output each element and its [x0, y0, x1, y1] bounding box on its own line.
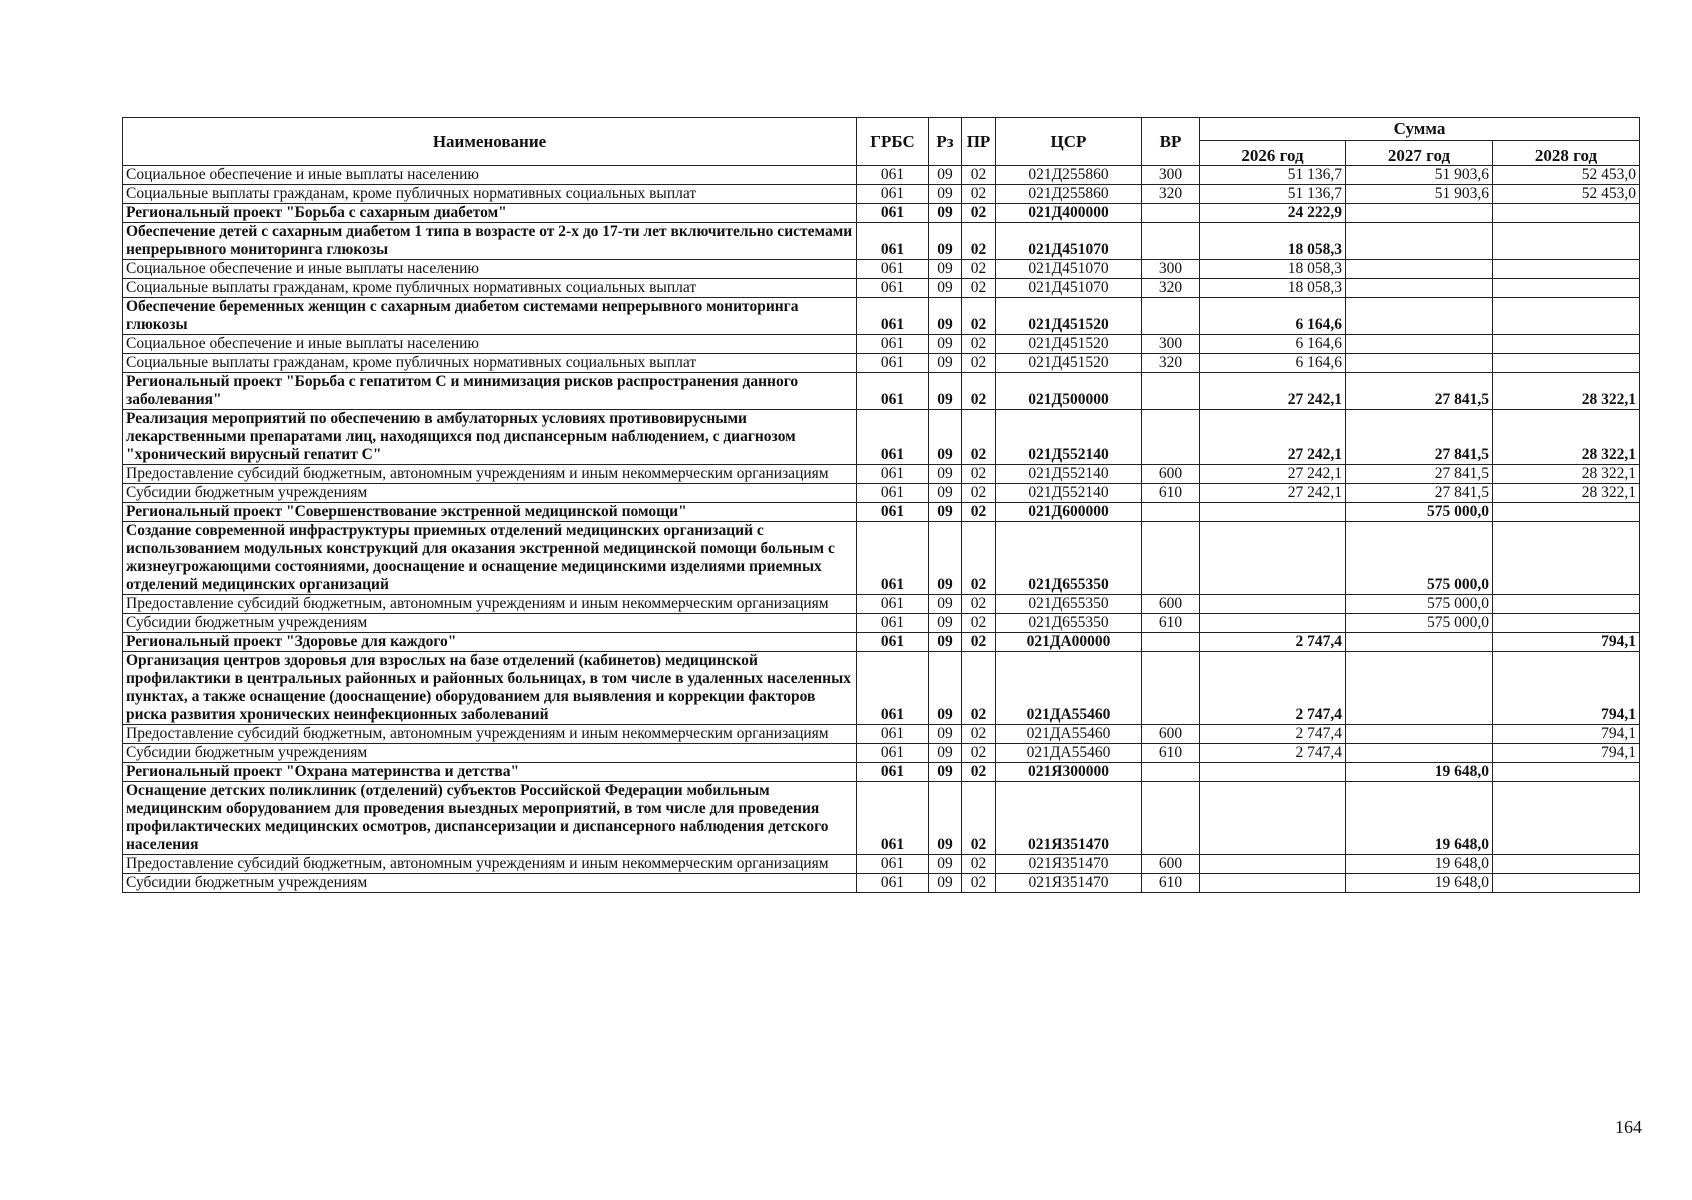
cell-name: Предоставление субсидий бюджетным, автономным учреждениям и иным некоммерческим организациям	[123, 855, 857, 874]
cell-grbs: 061	[857, 503, 929, 522]
cell-rz: 09	[929, 166, 962, 185]
cell-pr: 02	[962, 354, 996, 373]
cell-vr	[1142, 763, 1200, 782]
cell-2026: 18 058,3	[1200, 260, 1346, 279]
cell-name: Региональный проект "Борьба с гепатитом С и минимизация рисков распространения данного заболевания"	[123, 373, 857, 410]
cell-2028	[1493, 595, 1640, 614]
table-row	[123, 373, 1640, 410]
cell-csr: 021Д451070	[996, 223, 1142, 260]
cell-csr: 021ДА55460	[996, 725, 1142, 744]
cell-csr: 021Д600000	[996, 503, 1142, 522]
cell-2027: 51 903,6	[1346, 166, 1493, 185]
cell-pr: 02	[962, 763, 996, 782]
cell-csr: 021Д451520	[996, 354, 1142, 373]
cell-pr: 02	[962, 652, 996, 725]
cell-vr: 320	[1142, 354, 1200, 373]
cell-csr: 021Д655350	[996, 595, 1142, 614]
cell-2027: 19 648,0	[1346, 782, 1493, 855]
cell-2026: 6 164,6	[1200, 354, 1346, 373]
table-row	[123, 279, 1640, 298]
cell-grbs: 061	[857, 335, 929, 354]
cell-pr: 02	[962, 410, 996, 465]
cell-name: Социальное обеспечение и иные выплаты населению	[123, 166, 857, 185]
header-rz: Рз	[929, 118, 962, 166]
cell-csr: 021Д451520	[996, 298, 1142, 335]
cell-vr: 610	[1142, 874, 1200, 893]
cell-grbs: 061	[857, 260, 929, 279]
cell-2028: 52 453,0	[1493, 166, 1640, 185]
cell-rz: 09	[929, 185, 962, 204]
cell-grbs: 061	[857, 744, 929, 763]
cell-name: Предоставление субсидий бюджетным, автономным учреждениям и иным некоммерческим организациям	[123, 725, 857, 744]
cell-rz: 09	[929, 614, 962, 633]
cell-pr: 02	[962, 185, 996, 204]
cell-csr: 021Я351470	[996, 782, 1142, 855]
cell-2027: 27 841,5	[1346, 484, 1493, 503]
cell-rz: 09	[929, 223, 962, 260]
cell-name: Социальное обеспечение и иные выплаты населению	[123, 260, 857, 279]
cell-name: Региональный проект "Совершенствование экстренной медицинской помощи"	[123, 503, 857, 522]
cell-grbs: 061	[857, 298, 929, 335]
cell-2028	[1493, 503, 1640, 522]
header-year-2026: 2026 год	[1200, 141, 1346, 166]
cell-vr: 600	[1142, 855, 1200, 874]
cell-grbs: 061	[857, 652, 929, 725]
cell-rz: 09	[929, 465, 962, 484]
header-year-2027: 2027 год	[1346, 141, 1493, 166]
cell-csr: 021Д552140	[996, 465, 1142, 484]
cell-pr: 02	[962, 744, 996, 763]
cell-grbs: 061	[857, 725, 929, 744]
cell-name: Социальные выплаты гражданам, кроме публичных нормативных социальных выплат	[123, 185, 857, 204]
table-row	[123, 614, 1640, 633]
cell-name: Социальные выплаты гражданам, кроме публичных нормативных социальных выплат	[123, 354, 857, 373]
table-row	[123, 260, 1640, 279]
table-row	[123, 633, 1640, 652]
cell-2026: 51 136,7	[1200, 185, 1346, 204]
cell-vr: 610	[1142, 614, 1200, 633]
cell-grbs: 061	[857, 354, 929, 373]
cell-2027: 27 841,5	[1346, 373, 1493, 410]
cell-2026: 2 747,4	[1200, 652, 1346, 725]
cell-2028	[1493, 354, 1640, 373]
table-row	[123, 744, 1640, 763]
cell-grbs: 061	[857, 410, 929, 465]
cell-2027	[1346, 335, 1493, 354]
cell-csr: 021ДА55460	[996, 744, 1142, 763]
cell-csr: 021Д400000	[996, 204, 1142, 223]
cell-vr: 300	[1142, 335, 1200, 354]
cell-2027	[1346, 298, 1493, 335]
cell-name: Предоставление субсидий бюджетным, автономным учреждениям и иным некоммерческим организациям	[123, 465, 857, 484]
cell-2027	[1346, 725, 1493, 744]
header-name: Наименование	[123, 118, 857, 166]
cell-2027: 19 648,0	[1346, 874, 1493, 893]
header-year-2028: 2028 год	[1493, 141, 1640, 166]
cell-vr	[1142, 503, 1200, 522]
table-row	[123, 874, 1640, 893]
cell-grbs: 061	[857, 595, 929, 614]
cell-name: Обеспечение беременных женщин с сахарным диабетом системами непрерывного мониторинга глюкозы	[123, 298, 857, 335]
cell-rz: 09	[929, 503, 962, 522]
cell-2028	[1493, 335, 1640, 354]
header-grbs: ГРБС	[857, 118, 929, 166]
table-row	[123, 298, 1640, 335]
table-body	[123, 166, 1640, 893]
cell-csr: 021Д451520	[996, 335, 1142, 354]
cell-pr: 02	[962, 595, 996, 614]
cell-pr: 02	[962, 166, 996, 185]
cell-grbs: 061	[857, 522, 929, 595]
cell-grbs: 061	[857, 279, 929, 298]
cell-grbs: 061	[857, 223, 929, 260]
cell-vr	[1142, 782, 1200, 855]
cell-rz: 09	[929, 763, 962, 782]
cell-2027: 27 841,5	[1346, 465, 1493, 484]
cell-csr: 021Д552140	[996, 410, 1142, 465]
cell-2027	[1346, 223, 1493, 260]
cell-2028	[1493, 782, 1640, 855]
cell-csr: 021Д552140	[996, 484, 1142, 503]
table-row	[123, 725, 1640, 744]
table-row	[123, 354, 1640, 373]
cell-2026: 27 242,1	[1200, 410, 1346, 465]
budget-table	[122, 117, 1640, 893]
cell-vr: 610	[1142, 484, 1200, 503]
cell-2026: 27 242,1	[1200, 465, 1346, 484]
cell-grbs: 061	[857, 763, 929, 782]
cell-vr	[1142, 522, 1200, 595]
cell-csr: 021ДА55460	[996, 652, 1142, 725]
cell-name: Субсидии бюджетным учреждениям	[123, 614, 857, 633]
page-number: 164	[1615, 1117, 1642, 1137]
cell-grbs: 061	[857, 185, 929, 204]
cell-2026	[1200, 522, 1346, 595]
cell-name: Субсидии бюджетным учреждениям	[123, 744, 857, 763]
cell-2026: 6 164,6	[1200, 298, 1346, 335]
cell-2026: 6 164,6	[1200, 335, 1346, 354]
cell-2026: 2 747,4	[1200, 725, 1346, 744]
cell-rz: 09	[929, 298, 962, 335]
cell-vr	[1142, 298, 1200, 335]
cell-vr: 610	[1142, 744, 1200, 763]
cell-csr: 021Я300000	[996, 763, 1142, 782]
table-row	[123, 204, 1640, 223]
cell-2026: 27 242,1	[1200, 484, 1346, 503]
cell-name: Субсидии бюджетным учреждениям	[123, 484, 857, 503]
cell-grbs: 061	[857, 874, 929, 893]
cell-2028	[1493, 522, 1640, 595]
cell-rz: 09	[929, 484, 962, 503]
table-row	[123, 335, 1640, 354]
cell-name: Предоставление субсидий бюджетным, автономным учреждениям и иным некоммерческим организациям	[123, 595, 857, 614]
cell-pr: 02	[962, 614, 996, 633]
cell-grbs: 061	[857, 782, 929, 855]
cell-vr	[1142, 633, 1200, 652]
cell-csr: 021Д451070	[996, 279, 1142, 298]
cell-2028	[1493, 279, 1640, 298]
cell-2027	[1346, 279, 1493, 298]
cell-name: Оснащение детских поликлиник (отделений) субъектов Российской Федерации мобильным медицинским оборудованием для проведения выездных мероприятий, в том числе для проведения профилактических медицинских осмотров, диспансеризации и диспансерного наблюдения детского населения	[123, 782, 857, 855]
cell-name: Социальное обеспечение и иные выплаты населению	[123, 335, 857, 354]
cell-2027	[1346, 260, 1493, 279]
cell-rz: 09	[929, 633, 962, 652]
cell-2026	[1200, 782, 1346, 855]
table-row	[123, 166, 1640, 185]
table-row	[123, 185, 1640, 204]
cell-rz: 09	[929, 855, 962, 874]
cell-rz: 09	[929, 725, 962, 744]
cell-vr: 300	[1142, 166, 1200, 185]
cell-2026: 51 136,7	[1200, 166, 1346, 185]
cell-name: Реализация мероприятий по обеспечению в амбулаторных условиях противовирусными лекарственными препаратами лиц, находящихся под диспансерным наблюдением, с диагнозом "хронический вирусный гепатит С"	[123, 410, 857, 465]
header-csr: ЦСР	[996, 118, 1142, 166]
cell-rz: 09	[929, 335, 962, 354]
cell-pr: 02	[962, 373, 996, 410]
cell-2027: 19 648,0	[1346, 763, 1493, 782]
cell-2026	[1200, 595, 1346, 614]
cell-vr: 300	[1142, 260, 1200, 279]
cell-csr: 021Д255860	[996, 185, 1142, 204]
cell-rz: 09	[929, 522, 962, 595]
cell-name: Региональный проект "Борьба с сахарным диабетом"	[123, 204, 857, 223]
cell-pr: 02	[962, 298, 996, 335]
cell-2027: 575 000,0	[1346, 522, 1493, 595]
cell-pr: 02	[962, 484, 996, 503]
cell-grbs: 061	[857, 166, 929, 185]
cell-grbs: 061	[857, 204, 929, 223]
cell-2028	[1493, 204, 1640, 223]
cell-pr: 02	[962, 204, 996, 223]
cell-name: Субсидии бюджетным учреждениям	[123, 874, 857, 893]
cell-grbs: 061	[857, 855, 929, 874]
cell-name: Создание современной инфраструктуры приемных отделений медицинских организаций с использованием модульных конструкций для оказания экстренной медицинской помощи больным с жизнеугрожающими состояниями, дооснащение и оснащение медицинскими изделиями приемных отделений медицинских организаций	[123, 522, 857, 595]
cell-2026	[1200, 874, 1346, 893]
cell-2027	[1346, 744, 1493, 763]
cell-vr	[1142, 410, 1200, 465]
cell-grbs: 061	[857, 484, 929, 503]
cell-2026: 2 747,4	[1200, 633, 1346, 652]
cell-2028	[1493, 855, 1640, 874]
table-row	[123, 223, 1640, 260]
cell-2026: 18 058,3	[1200, 279, 1346, 298]
cell-2026	[1200, 503, 1346, 522]
cell-2028	[1493, 763, 1640, 782]
cell-pr: 02	[962, 633, 996, 652]
table-row	[123, 503, 1640, 522]
cell-2026: 27 242,1	[1200, 373, 1346, 410]
cell-name: Обеспечение детей с сахарным диабетом 1 типа в возрасте от 2-х до 17-ти лет включительно системами непрерывного мониторинга глюкозы	[123, 223, 857, 260]
cell-rz: 09	[929, 782, 962, 855]
cell-2028: 28 322,1	[1493, 410, 1640, 465]
table-row	[123, 763, 1640, 782]
cell-2027: 27 841,5	[1346, 410, 1493, 465]
cell-pr: 02	[962, 522, 996, 595]
cell-2026: 24 222,9	[1200, 204, 1346, 223]
cell-rz: 09	[929, 279, 962, 298]
cell-pr: 02	[962, 465, 996, 484]
cell-rz: 09	[929, 595, 962, 614]
cell-csr: 021Д255860	[996, 166, 1142, 185]
table-row	[123, 782, 1640, 855]
cell-name: Организация центров здоровья для взрослых на базе отделений (кабинетов) медицинской профилактики в центральных районных и районных больницах, в том числе в удаленных населенных пунктах, а также оснащение (дооснащение) оборудованием для выявления и коррекции факторов риска развития хронических неинфекционных заболеваний	[123, 652, 857, 725]
cell-rz: 09	[929, 204, 962, 223]
cell-pr: 02	[962, 335, 996, 354]
table-row	[123, 855, 1640, 874]
cell-vr: 600	[1142, 725, 1200, 744]
table-header	[123, 118, 1640, 166]
cell-grbs: 061	[857, 614, 929, 633]
header-pr: ПР	[962, 118, 996, 166]
cell-pr: 02	[962, 503, 996, 522]
cell-2028	[1493, 614, 1640, 633]
cell-2026: 18 058,3	[1200, 223, 1346, 260]
cell-2027	[1346, 204, 1493, 223]
cell-pr: 02	[962, 260, 996, 279]
cell-2027: 575 000,0	[1346, 503, 1493, 522]
cell-rz: 09	[929, 744, 962, 763]
cell-2028	[1493, 874, 1640, 893]
cell-grbs: 061	[857, 633, 929, 652]
cell-2028: 28 322,1	[1493, 465, 1640, 484]
cell-2028	[1493, 260, 1640, 279]
cell-csr: 021Я351470	[996, 855, 1142, 874]
cell-2028	[1493, 223, 1640, 260]
cell-2027: 575 000,0	[1346, 614, 1493, 633]
cell-rz: 09	[929, 652, 962, 725]
cell-2028: 28 322,1	[1493, 373, 1640, 410]
cell-2027	[1346, 633, 1493, 652]
cell-2028: 794,1	[1493, 744, 1640, 763]
cell-2026: 2 747,4	[1200, 744, 1346, 763]
cell-2026	[1200, 855, 1346, 874]
cell-name: Региональный проект "Охрана материнства и детства"	[123, 763, 857, 782]
table-row	[123, 595, 1640, 614]
cell-rz: 09	[929, 874, 962, 893]
cell-vr	[1142, 373, 1200, 410]
cell-csr: 021ДА00000	[996, 633, 1142, 652]
cell-csr: 021Д451070	[996, 260, 1142, 279]
cell-2028: 794,1	[1493, 652, 1640, 725]
cell-grbs: 061	[857, 373, 929, 410]
table-row	[123, 522, 1640, 595]
cell-pr: 02	[962, 223, 996, 260]
cell-rz: 09	[929, 373, 962, 410]
table-row	[123, 484, 1640, 503]
cell-pr: 02	[962, 725, 996, 744]
cell-csr: 021Д655350	[996, 614, 1142, 633]
cell-2028: 794,1	[1493, 725, 1640, 744]
cell-2026	[1200, 763, 1346, 782]
cell-vr	[1142, 223, 1200, 260]
table-row	[123, 410, 1640, 465]
cell-vr: 320	[1142, 279, 1200, 298]
cell-2028: 52 453,0	[1493, 185, 1640, 204]
cell-2027	[1346, 652, 1493, 725]
cell-vr: 600	[1142, 465, 1200, 484]
header-sum: Сумма	[1200, 118, 1640, 141]
cell-csr: 021Д655350	[996, 522, 1142, 595]
cell-rz: 09	[929, 354, 962, 373]
cell-name: Социальные выплаты гражданам, кроме публичных нормативных социальных выплат	[123, 279, 857, 298]
cell-pr: 02	[962, 855, 996, 874]
cell-name: Региональный проект "Здоровье для каждого"	[123, 633, 857, 652]
cell-pr: 02	[962, 782, 996, 855]
cell-2028: 794,1	[1493, 633, 1640, 652]
cell-vr: 600	[1142, 595, 1200, 614]
cell-2027: 19 648,0	[1346, 855, 1493, 874]
cell-vr	[1142, 204, 1200, 223]
cell-vr: 320	[1142, 185, 1200, 204]
cell-rz: 09	[929, 410, 962, 465]
cell-2028: 28 322,1	[1493, 484, 1640, 503]
cell-grbs: 061	[857, 465, 929, 484]
cell-pr: 02	[962, 279, 996, 298]
cell-2026	[1200, 614, 1346, 633]
cell-csr: 021Я351470	[996, 874, 1142, 893]
cell-csr: 021Д500000	[996, 373, 1142, 410]
header-vr: ВР	[1142, 118, 1200, 166]
cell-pr: 02	[962, 874, 996, 893]
cell-2027: 51 903,6	[1346, 185, 1493, 204]
table-row	[123, 465, 1640, 484]
cell-2027: 575 000,0	[1346, 595, 1493, 614]
cell-rz: 09	[929, 260, 962, 279]
cell-2027	[1346, 354, 1493, 373]
cell-2028	[1493, 298, 1640, 335]
cell-vr	[1142, 652, 1200, 725]
table-row	[123, 652, 1640, 725]
